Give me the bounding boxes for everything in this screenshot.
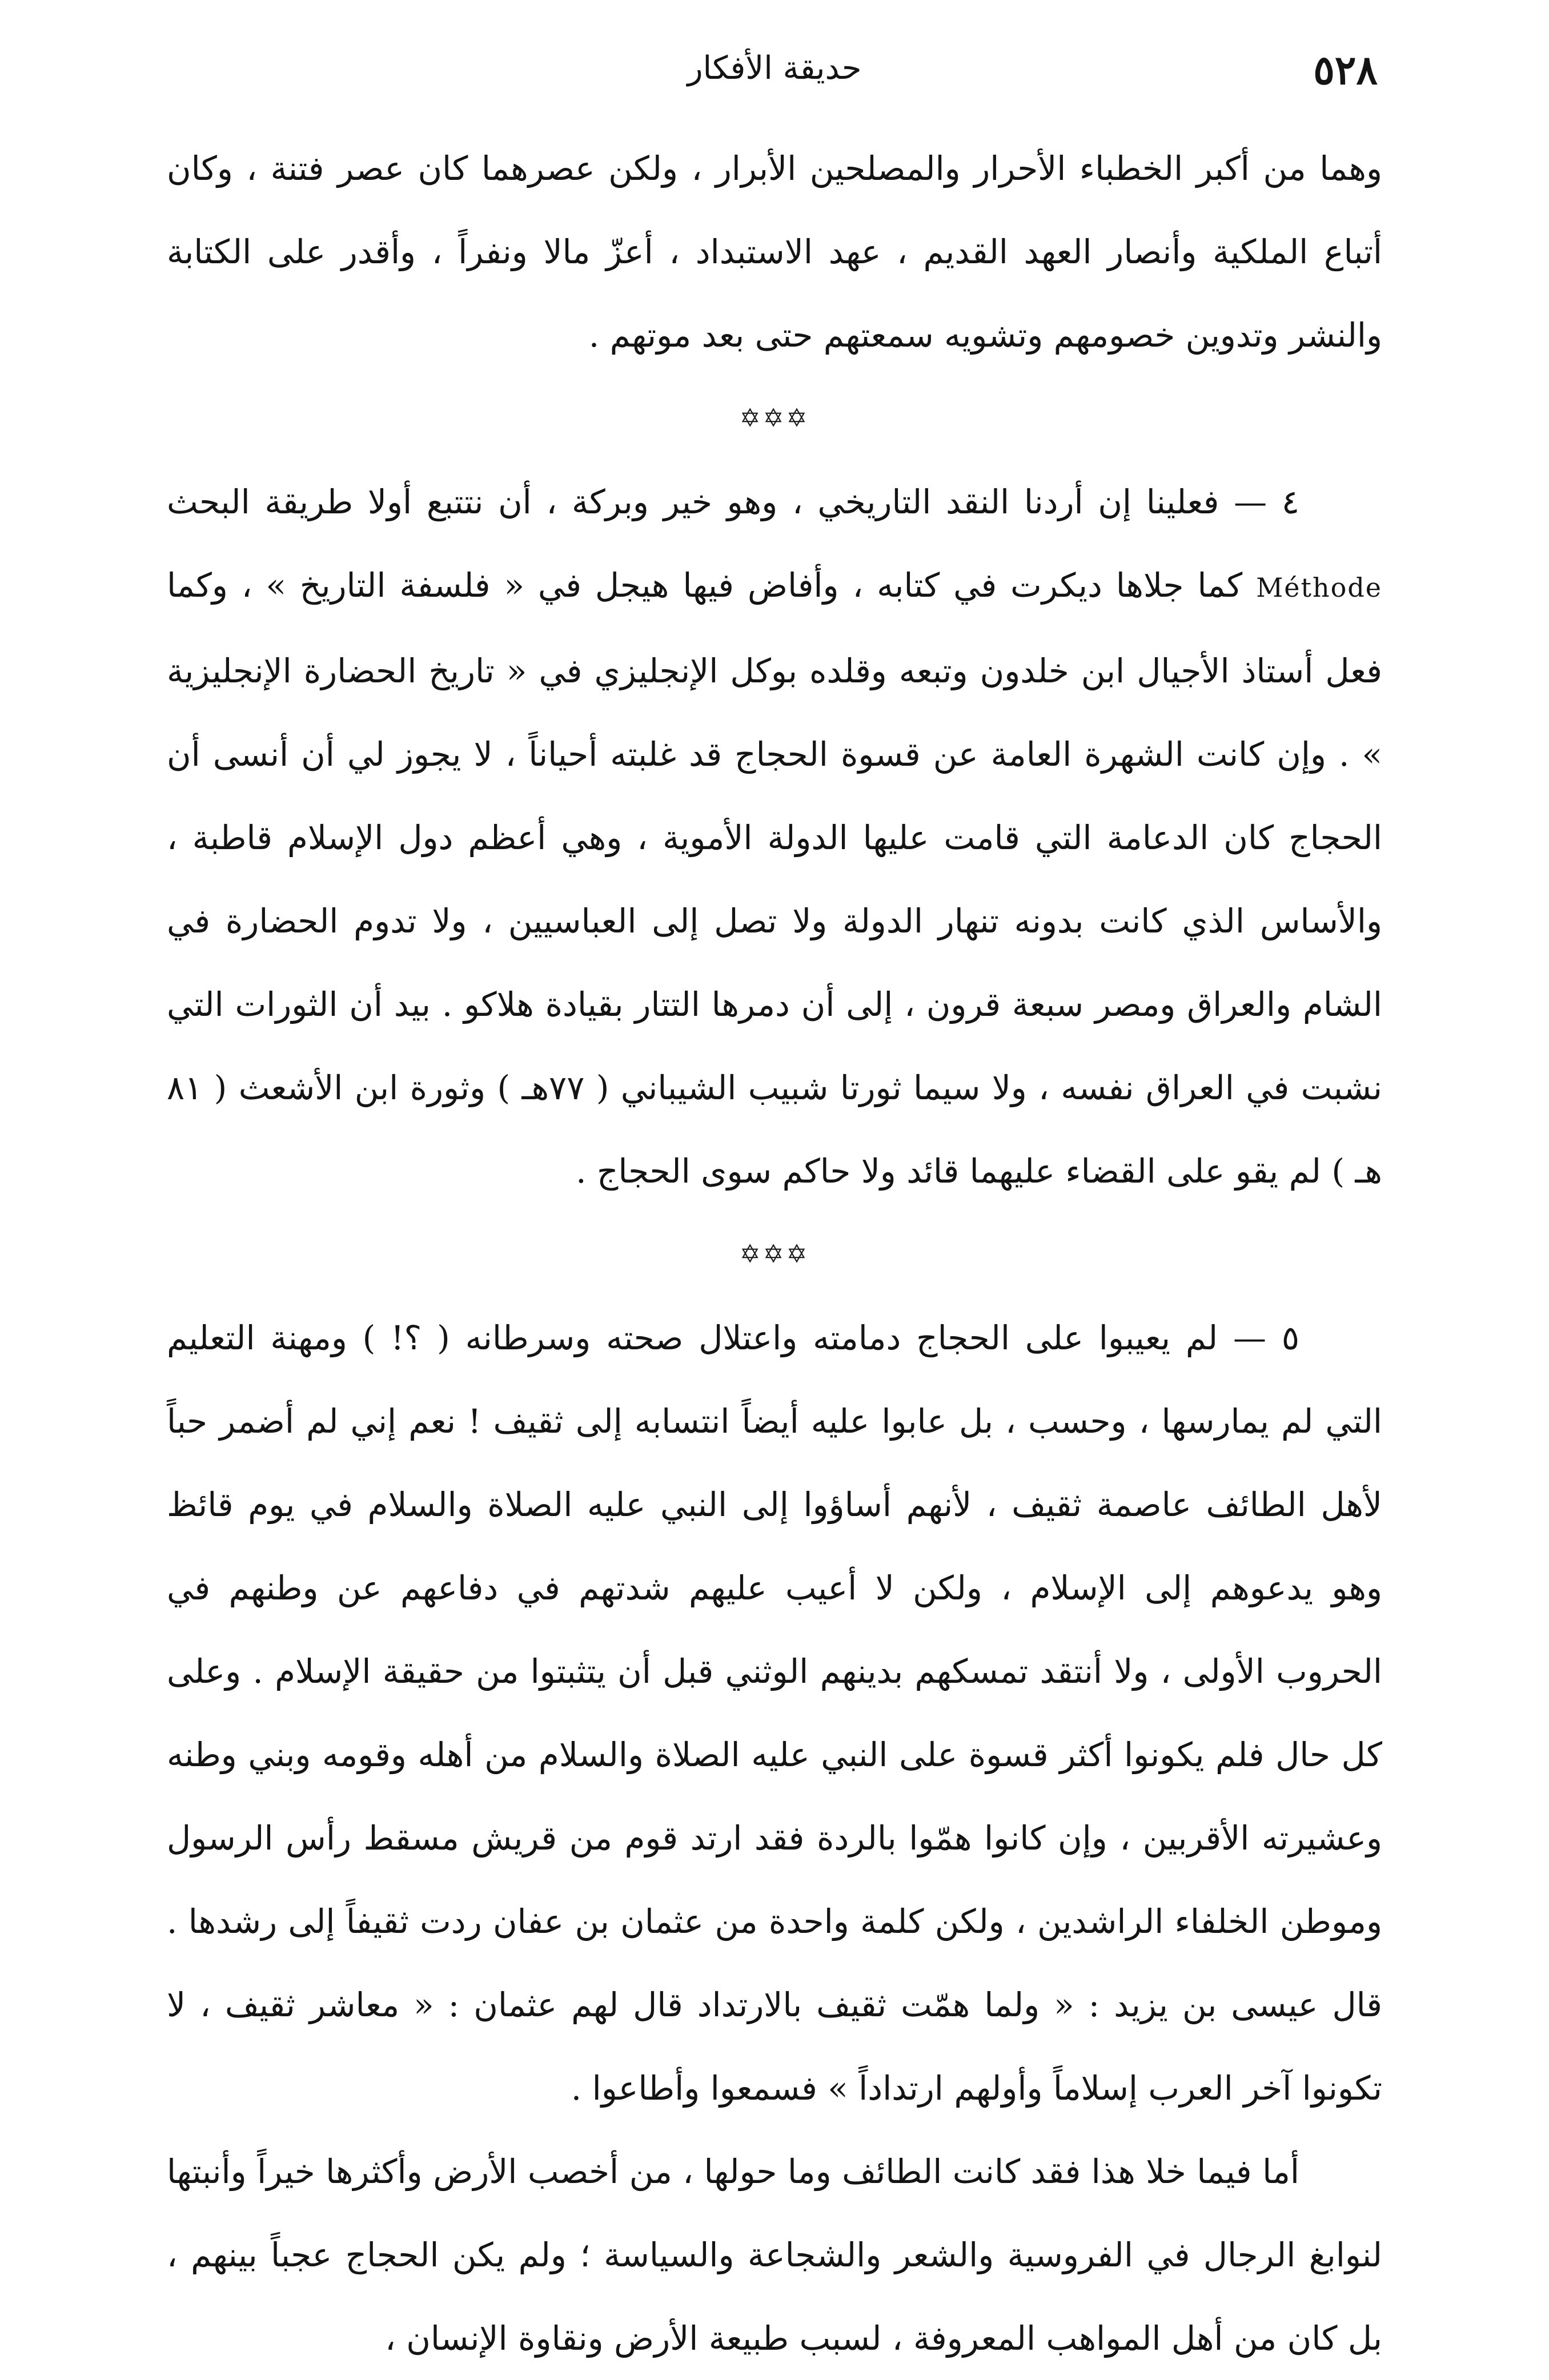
page-header [171, 40, 1378, 103]
section-divider-asterism-1: ✡✡✡ [739, 404, 810, 433]
paragraph-1-text: وهما من أكبر الخطباء الأحرار والمصلحين الأبرار ، ولكن عصرهما كان عصر فتنة ، وكان أتباع الملكية وأنصار العهد القديم ، عهد الاستبداد ، أعزّ مالا ونفراً ، وأقدر على الكتابة والنشر وتدوين خصومهم وتشويه سمعتهم حتى بعد موتهم . [167, 149, 1382, 355]
section-divider-asterism-2: ✡✡✡ [739, 1240, 810, 1269]
paragraph-2-number: ٤ — [1234, 483, 1299, 521]
paragraph-3 [167, 1296, 1382, 2130]
paragraph-1 [167, 127, 1382, 377]
paragraph-3-text: لم يعيبوا على الحجاج دمامته واعتلال صحته وسرطانه ( ؟! ) ومهنة التعليم التي لم يمارسها ، وحسب ، بل عابوا عليه أيضاً انتسابه إلى ثقيف ! نعم إني لم أضمر حباً لأهل الطائف عاصمة ثقيف ، لأنهم أساؤوا إلى النبي عليه الصلاة والسلام في يوم قائظ وهو يدعوهم إلى الإسلام ، ولكن لا أعيب عليهم شدتهم في دفاعهم عن وطنهم في الحروب الأولى ، ولا أنتقد تمسكهم بدينهم الوثني قبل أن يتثبتوا من حقيقة الإسلام . وعلى كل حال فلم يكونوا أكثر قسوة على النبي عليه الصلاة والسلام من أهله وقومه وبني وطنه وعشيرته الأقربين ، وإن كانوا همّوا بالردة فقد ارتد قوم من قريش مسقط رأس الرسول وموطن الخلفاء الراشدين ، ولكن كلمة واحدة من عثمان بن عفان ردت ثقيفاً إلى رشدها . قال عيسى بن يزيد : « ولما همّت ثقيف بالارتداد قال لهم عثمان : « معاشر ثقيف ، لا تكونوا آخر العرب إسلاماً وأولهم ارتداداً » فسمعوا وأطاعوا . [167, 1318, 1382, 2108]
paragraph-2 [167, 460, 1382, 1213]
paragraph-3-number: ٥ — [1233, 1318, 1300, 1357]
paragraph-2-text-after: كما جلاها ديكرت في كتابه ، وأفاض فيها هيجل في « فلسفة التاريخ » ، وكما فعل أستاذ الأجيال ابن خلدون وتبعه وقلده بوكل الإنجليزي في « تاريخ الحضارة الإنجليزية » . وإن كانت الشهرة العامة عن قسوة الحجاج قد غلبته أحياناً ، لا يجوز لي أن أنسى أن الحجاج كان الدعامة التي قامت عليها الدولة الأموية ، وهي أعظم دول الإسلام قاطبة ، والأساس الذي كانت بدونه تنهار الدولة ولا تصل إلى العباسيين ، ولا تدوم الحضارة في الشام والعراق ومصر سبعة قرون ، إلى أن دمرها التتار بقيادة هلاكو . بيد أن الثورات التي نشبت في العراق نفسه ، ولا سيما ثورتا شبيب الشيباني ( ٧٧هـ ) وثورة ابن الأشعث ( ٨١ هـ ) لم يقو على القضاء عليهما قائد ولا حاكم سوى الحجاج . [167, 566, 1383, 1191]
page-number: ٥٢٨ [1313, 46, 1378, 94]
latin-term-methode: Méthode [1256, 572, 1383, 603]
body-text [167, 127, 1382, 2380]
running-title: حديقة الأفكار [687, 50, 862, 87]
paragraph-2-text-before: فعلينا إن أردنا النقد التاريخي ، وهو خير وبركة ، أن نتتبع أولا طريقة البحث [167, 483, 1219, 521]
paragraph-4-text: أما فيما خلا هذا فقد كانت الطائف وما حولها ، من أخصب الأرض وأكثرها خيراً وأنبتها لنوابغ الرجال في الفروسية والشعر والشجاعة والسياسة ؛ ولم يكن الحجاج عجباً بينهم ، بل كان من أهل المواهب المعروفة ، لسبب طبيعة الأرض ونقاوة الإنسان ، [167, 2152, 1382, 2358]
paragraph-4 [167, 2130, 1382, 2380]
